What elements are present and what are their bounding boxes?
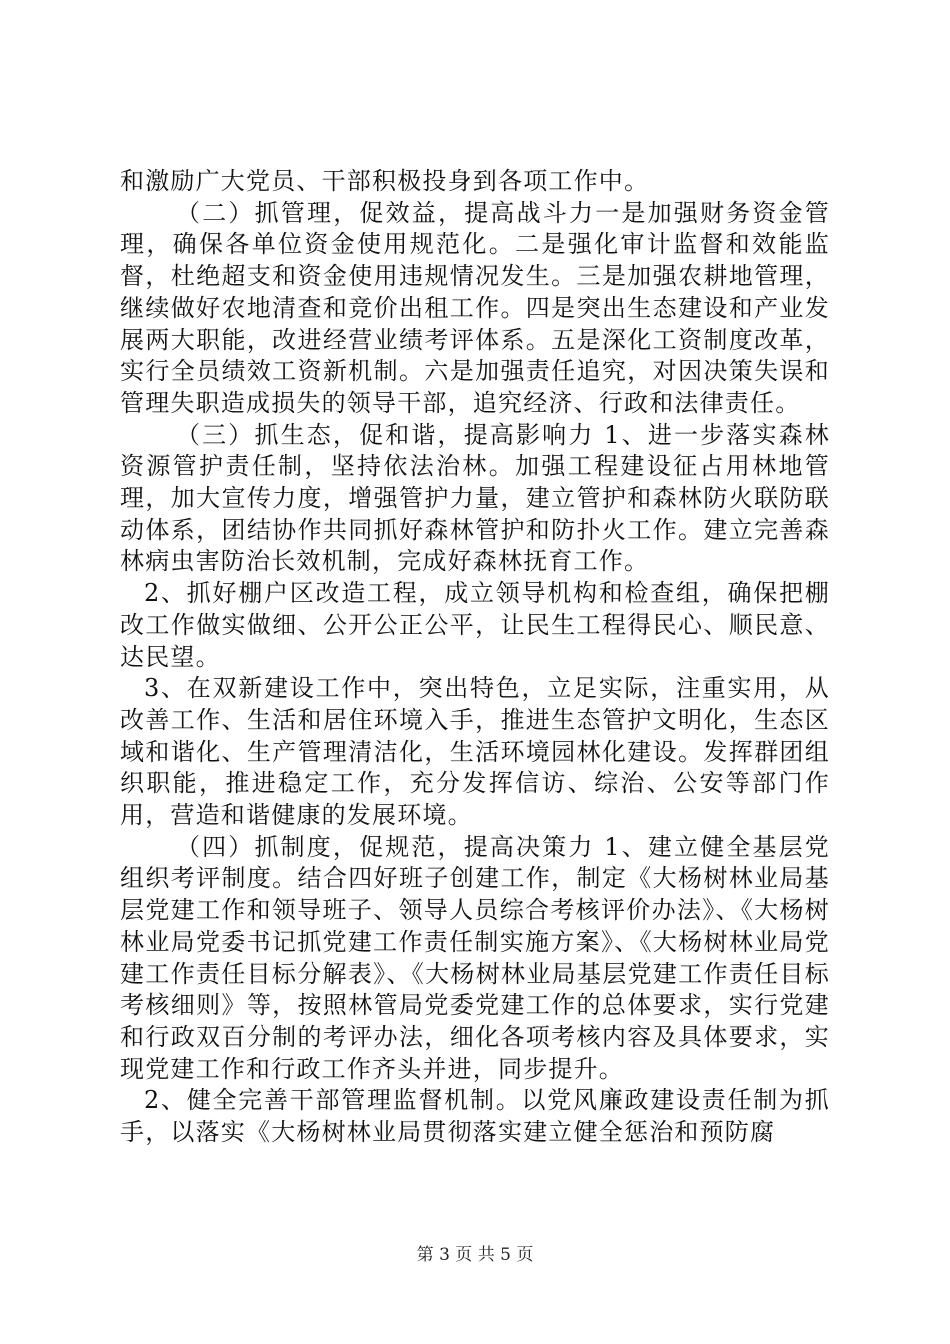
paragraph-item-3: 3、在双新建设工作中，突出特色，立足实际，注重实用，从改善工作、生活和居住环境入手，推进生态管护文明化，生态区域和谐化、生产管理清洁化，生活环境园林化建设。发挥群团组织职能，推进稳定工作，充分发挥信访、综治、公安等部门作用，营造和谐健康的发展环境。 [120, 674, 830, 830]
paragraph-section-two: （二）抓管理，促效益，提高战斗力一是加强财务资金管理，确保各单位资金使用规范化。二是强化审计监督和效能监督，杜绝超支和资金使用违规情况发生。三是加强农耕地管理，继续做好农地清查和竞价出租工作。四是突出生态建设和产业发展两大职能，改进经营业绩考评体系。五是深化工资制度改革，实行全员绩效工资新机制。六是加强责任追究，对因决策失误和管理失职造成损失的领导干部，追究经济、行政和法律责任。 [120, 198, 830, 417]
paragraph-section-four: （四）抓制度，促规范，提高决策力 1、建立健全基层党组织考评制度。结合四好班子创建工作，制定《大杨树林业局基层党建工作和领导班子、领导人员综合考核评价办法》、《大杨树林业局党委书记抓党建工作责任制实施方案》、《大杨树林业局党建工作责任目标分解表》、《大杨树林业局基层党建工作责任目标考核细则》等，按照林管局党委党建工作的总体要求，实行党建和行政双百分制的考评办法，细化各项考核内容及具体要求，实现党建工作和行政工作齐头并进，同步提升。 [120, 832, 830, 1083]
paragraph-item-2-supervision: 2、健全完善干部管理监督机制。以党风廉政建设责任制为抓手，以落实《大杨树林业局贯彻落实建立健全惩治和预防腐 [120, 1086, 830, 1147]
document-body [120, 166, 830, 1149]
paragraph-item-2: 2、抓好棚户区改造工程，成立领导机构和检查组，确保把棚改工作做实做细、公开公正公平，让民生工程得民心、顺民意、达民望。 [120, 579, 830, 671]
page-footer: 第 3 页 共 5 页 [416, 1245, 534, 1265]
paragraph-section-three: （三）抓生态，促和谐，提高影响力 1、进一步落实森林资源管护责任制，坚持依法治林。加强工程建设征占用林地管理，加大宣传力度，增强管护力量，建立管护和森林防火联防联动体系，团结协作共同抓好森林管护和防扑火工作。建立完善森林病虫害防治长效机制，完成好森林抚育工作。 [120, 420, 830, 576]
paragraph-continuation: 和激励广大党员、干部积极投身到各项工作中。 [120, 167, 650, 195]
